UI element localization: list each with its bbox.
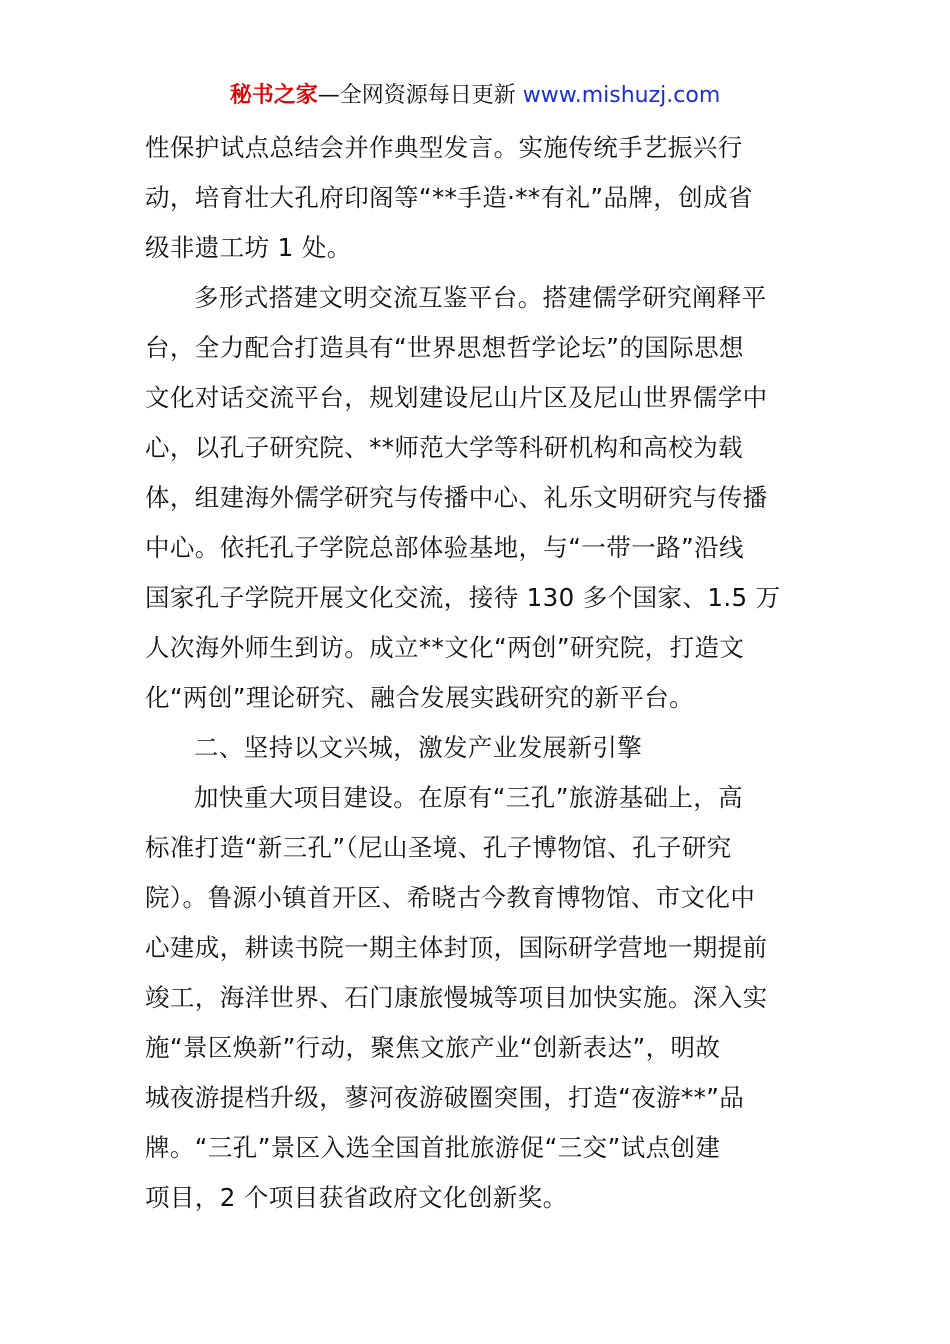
header-tagline: —全网资源每日更新 [317,83,516,108]
page-header [0,80,950,112]
paragraph-first-line: 加快重大项目建设。在原有“三孔”旅游基础上，高 [194,783,744,812]
text-line: 文化对话交流平台，规划建设尼山片区及尼山世界儒学中 [145,383,768,412]
text-line: 牌。“三孔”景区入选全国首批旅游促“三交”试点创建 [145,1133,721,1162]
text-line: 化“两创”理论研究、融合发展实践研究的新平台。 [145,683,695,712]
paragraph-first-line: 多形式搭建文明交流互鉴平台。搭建儒学研究阐释平 [194,283,767,312]
text-line: 项目，2 个项目获省政府文化创新奖。 [145,1183,568,1212]
section-heading: 二、坚持以文兴城，激发产业发展新引擎 [194,733,643,762]
brand-name: 秘书之家 [229,83,318,108]
text-line: 院）。鲁源小镇首开区、希晓古今教育博物馆、市文化中 [145,883,756,912]
text-line: 体，组建海外儒学研究与传播中心、礼乐文明研究与传播 [145,483,768,512]
text-line: 心，以孔子研究院、**师范大学等科研机构和高校为载 [145,433,743,462]
text-line: 动，培育壮大孔府印阁等“**手造·**有礼”品牌，创成省 [145,183,753,212]
text-line: 性保护试点总结会并作典型发言。实施传统手艺振兴行 [145,133,743,162]
text-line: 城夜游提档升级，蓼河夜游破圈突围，打造“夜游**”品 [145,1083,745,1112]
text-line: 心建成，耕读书院一期主体封顶，国际研学营地一期提前 [145,933,768,962]
website-link[interactable]: www.mishuzj.com [522,83,721,108]
document-body [145,123,807,1223]
text-line: 国家孔子学院开展文化交流，接待 130 多个国家、1.5 万 [145,583,781,612]
text-line: 标准打造“新三孔”（尼山圣境、孔子博物馆、孔子研究 [145,833,732,862]
text-line: 施“景区焕新”行动，聚焦文旅产业“创新表达”，明故 [145,1033,721,1062]
text-line: 级非遗工坊 1 处。 [145,233,352,262]
text-line: 人次海外师生到访。成立**文化“两创”研究院，打造文 [145,633,745,662]
text-line: 竣工，海洋世界、石门康旅慢城等项目加快实施。深入实 [145,983,768,1012]
text-line: 台，全力配合打造具有“世界思想哲学论坛”的国际思想 [145,333,744,362]
text-line: 中心。依托孔子学院总部体验基地，与“一带一路”沿线 [145,533,744,562]
